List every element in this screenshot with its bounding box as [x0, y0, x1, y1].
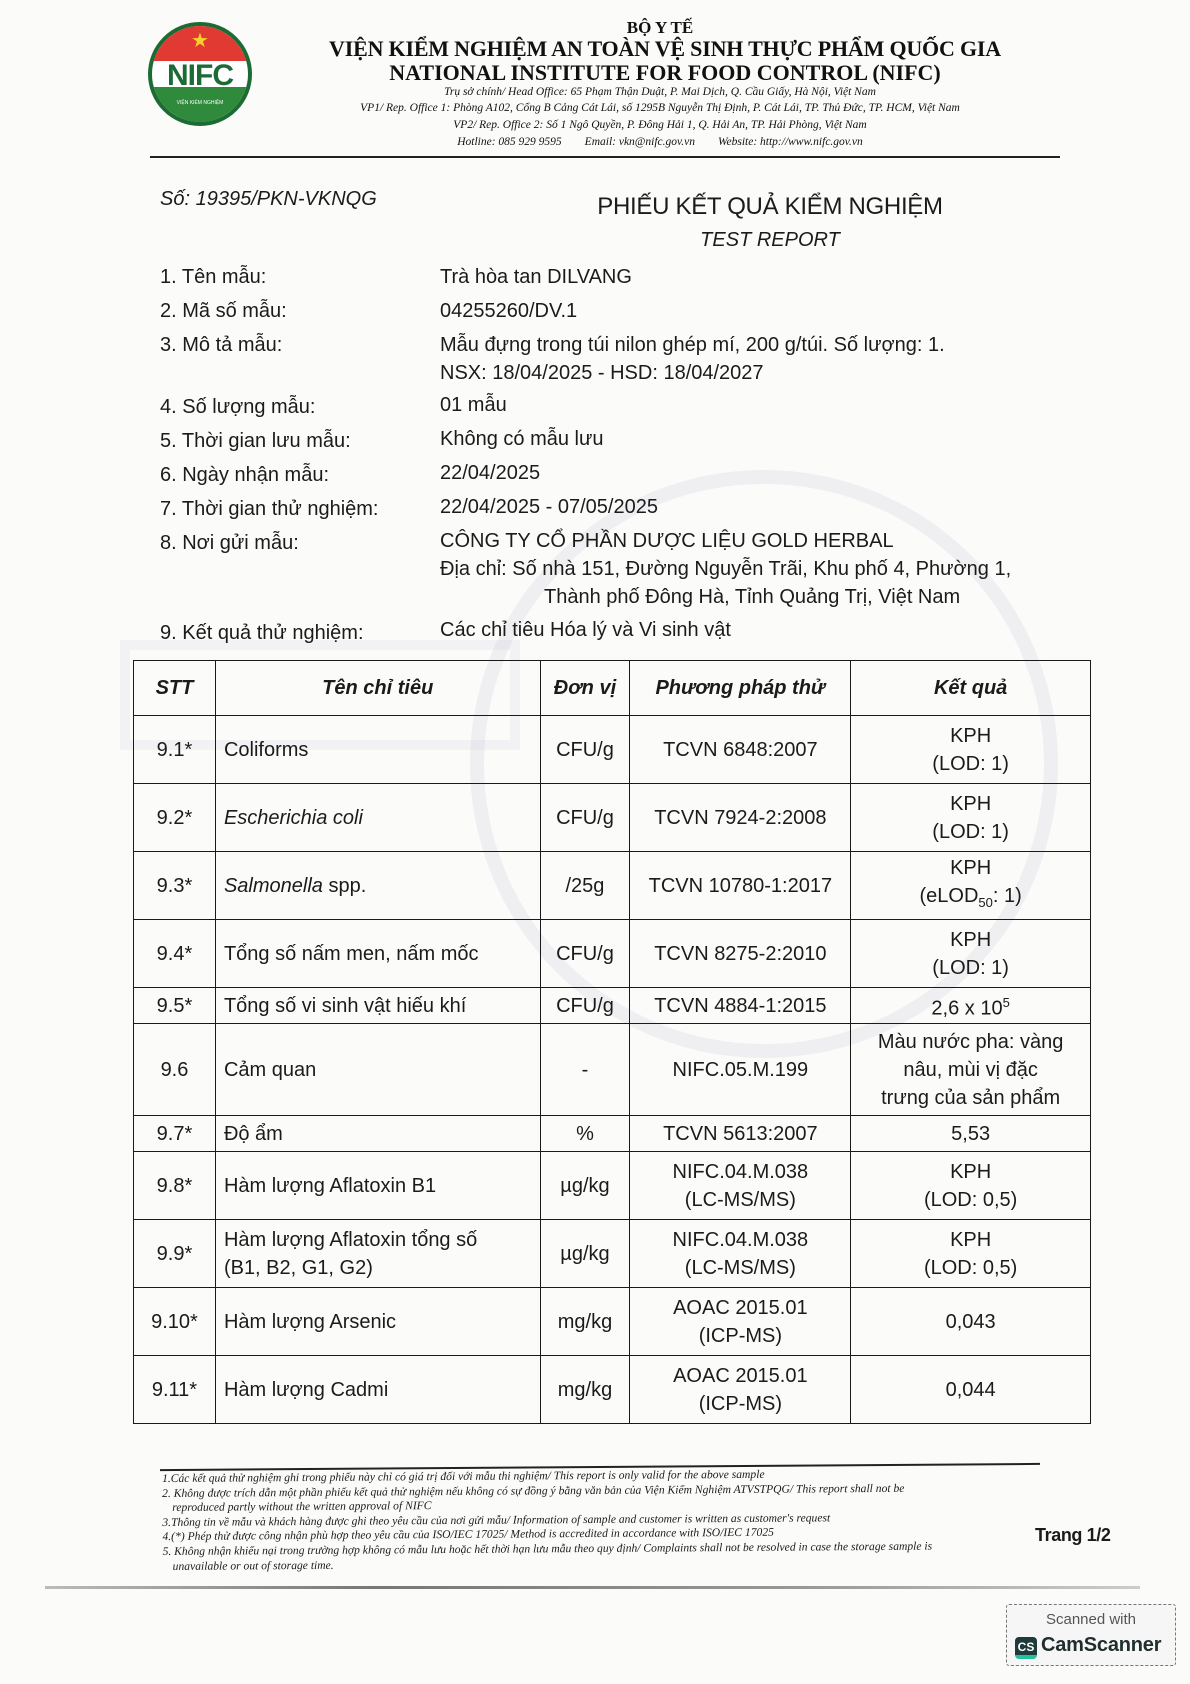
col-header-unit: Đơn vị — [540, 661, 630, 716]
result-line: trưng của sản phẩm — [881, 1086, 1061, 1109]
scan-edge-line — [45, 1586, 1140, 1589]
table-row — [134, 1116, 1091, 1152]
table-row — [134, 920, 1091, 988]
logo-subtext: VIỆN KIỂM NGHIỆM — [176, 100, 224, 106]
col-header-name: Tên chỉ tiêu — [215, 661, 540, 716]
col-header-method: Phương pháp thử — [630, 661, 851, 716]
field-label-retention: 5. Thời gian lưu mẫu: — [160, 430, 351, 452]
cell-result — [851, 1024, 1091, 1116]
field-value-quantity: 01 mẫu — [440, 394, 507, 416]
result-line: KPH — [950, 928, 992, 951]
field-value-results: Các chỉ tiêu Hóa lý và Vi sinh vật — [440, 619, 731, 641]
cell-unit: µg/kg — [540, 1220, 630, 1288]
star-icon: ★ — [191, 30, 209, 52]
cell-stt: 9.8* — [134, 1152, 216, 1220]
field-label-quantity: 4. Số lượng mẫu: — [160, 396, 316, 418]
cell-result — [851, 716, 1091, 784]
footer-note: 5. Không nhận khiếu nại trong trường hợp không có mẫu lưu hoặc hết thời hạn lưu mẫu theo quy định/ Complaints shall not be resolved in case the storage sample is — [162, 1539, 933, 1558]
cell-method — [630, 1220, 851, 1288]
cell-method: TCVN 5613:2007 — [630, 1116, 851, 1152]
cell-stt: 9.5* — [134, 988, 216, 1024]
table-row — [134, 1152, 1091, 1220]
cell-result — [851, 852, 1091, 920]
results-table — [133, 660, 1091, 1424]
cell-result: 0,044 — [851, 1356, 1091, 1424]
cell-unit: CFU/g — [540, 716, 630, 784]
cell-method: NIFC.05.M.199 — [630, 1024, 851, 1116]
method-line: AOAC 2015.01 — [673, 1296, 808, 1319]
method-line: AOAC 2015.01 — [673, 1364, 808, 1387]
nifc-logo — [148, 22, 252, 126]
field-value-sender-address-city: Thành phố Đông Hà, Tỉnh Quảng Trị, Việt Nam — [544, 586, 961, 608]
table-row — [134, 1288, 1091, 1356]
cell-name: Escherichia coli — [215, 784, 540, 852]
name-line: (B1, B2, G1, G2) — [223, 1256, 373, 1279]
field-label-sender: 8. Nơi gửi mẫu: — [160, 532, 299, 554]
cell-method — [630, 1356, 851, 1424]
cell-result: 5,53 — [851, 1116, 1091, 1152]
cell-unit: % — [540, 1116, 630, 1152]
contact-info: Hotline: 085 929 9595 Email: vkn@nifc.gov.vn Website: http://www.nifc.gov.vn — [457, 136, 863, 148]
cell-method: TCVN 7924-2:2008 — [630, 784, 851, 852]
field-value-sample-name: Trà hòa tan DILVANG — [440, 266, 632, 288]
cell-name — [215, 852, 540, 920]
field-label-sample-name: 1. Tên mẫu: — [160, 266, 267, 288]
result-lod: (LOD: 1) — [932, 820, 1009, 843]
cell-unit: /25g — [540, 852, 630, 920]
cell-method: TCVN 8275-2:2010 — [630, 920, 851, 988]
field-label-test-period: 7. Thời gian thử nghiệm: — [160, 498, 379, 520]
cell-method: TCVN 6848:2007 — [630, 716, 851, 784]
cell-stt: 9.4* — [134, 920, 216, 988]
cell-name: Tổng số vi sinh vật hiếu khí — [215, 988, 540, 1024]
rep-office-2-address: VP2/ Rep. Office 2: Số 1 Ngô Quyền, P. Đông Hải 1, Q. Hải An, TP. Hải Phòng, Việt Nam — [453, 119, 867, 131]
method-line: NIFC.04.M.038 — [672, 1160, 809, 1183]
header-divider — [150, 156, 1060, 158]
method-technique: (LC-MS/MS) — [684, 1256, 796, 1279]
logo-text: NIFC — [167, 59, 233, 92]
lod-suffix: : 1) — [992, 885, 1022, 907]
cell-result — [851, 920, 1091, 988]
cell-method: TCVN 4884-1:2015 — [630, 988, 851, 1024]
cell-stt: 9.3* — [134, 852, 216, 920]
result-lod: (LOD: 0,5) — [923, 1188, 1018, 1211]
institute-name-en: NATIONAL INSTITUTE FOR FOOD CONTROL (NIFC) — [389, 60, 941, 85]
cell-name: Cảm quan — [215, 1024, 540, 1116]
camscanner-brand: CamScanner — [1041, 1634, 1162, 1656]
result-lod: (LOD: 1) — [932, 752, 1009, 775]
page-number: Trang 1/2 — [1035, 1525, 1111, 1545]
field-value-description-dates: NSX: 18/04/2025 - HSD: 18/04/2027 — [440, 362, 764, 384]
table-row — [134, 716, 1091, 784]
lod-subscript: 50 — [978, 895, 993, 910]
cell-name: Hàm lượng Cadmi — [215, 1356, 540, 1424]
cell-name: Tổng số nấm men, nấm mốc — [215, 920, 540, 988]
cell-stt: 9.10* — [134, 1288, 216, 1356]
cell-stt: 9.2* — [134, 784, 216, 852]
table-row — [134, 852, 1091, 920]
cell-result — [851, 784, 1091, 852]
result-lod: (LOD: 1) — [932, 956, 1009, 979]
result-line: KPH — [950, 1228, 992, 1251]
cell-unit: CFU/g — [540, 988, 630, 1024]
institute-name-vn: VIỆN KIỂM NGHIỆM AN TOÀN VỆ SINH THỰC PHẨM QUỐC GIA — [329, 36, 1001, 61]
result-line: KPH — [950, 857, 992, 879]
cell-unit: µg/kg — [540, 1152, 630, 1220]
field-value-test-period: 22/04/2025 - 07/05/2025 — [440, 496, 658, 518]
field-value-description: Mẫu đựng trong túi nilon ghép mí, 200 g/túi. Số lượng: 1. — [440, 334, 945, 356]
footer-note: reproduced partly without the written approval of NIFC — [172, 1499, 432, 1515]
lod-prefix: (eLOD — [919, 885, 979, 907]
footer-notes — [162, 1466, 1043, 1574]
footer-note: unavailable or out of storage time. — [172, 1558, 334, 1573]
table-row — [134, 784, 1091, 852]
result-line: KPH — [950, 1160, 992, 1183]
field-value-sender: CÔNG TY CỔ PHẦN DƯỢC LIỆU GOLD HERBAL — [440, 530, 894, 552]
result-line: Màu nước pha: vàng — [877, 1030, 1064, 1053]
field-value-sender-address: Địa chỉ: Số nhà 151, Đường Nguyễn Trãi, Khu phố 4, Phường 1, — [440, 558, 1012, 580]
camscanner-watermark — [1006, 1604, 1176, 1666]
cell-name — [215, 1220, 540, 1288]
table-row — [134, 1024, 1091, 1116]
result-base: 2,6 x 10 — [931, 997, 1003, 1020]
footer-note: 4.(*) Phép thử được công nhận phù hợp theo yêu cầu của ISO/IEC 17025/ Method is accredited in accordance with ISO/IEC 17025 — [162, 1526, 774, 1544]
footer-note: 1.Các kết quả thử nghiệm ghi trong phiếu này chỉ có giá trị đối với mẫu thi nghiệm/ This report is only valid for the above sample — [162, 1467, 765, 1485]
result-exponent: 5 — [1002, 994, 1010, 1010]
head-office-address: Trụ sở chính/ Head Office: 65 Phạm Thận Duật, P. Mai Dịch, Q. Cầu Giấy, Hà Nội, Việt Nam — [444, 86, 876, 98]
footer-note: 3.Thông tin về mẫu và khách hàng được ghi theo yêu cầu của nơi gửi mẫu/ Information of sample and customer is written as customer's request — [162, 1511, 831, 1529]
name-italic-part: Salmonella — [223, 874, 323, 897]
cell-result — [851, 1152, 1091, 1220]
cell-name: Coliforms — [215, 716, 540, 784]
result-line: nâu, mùi vị đặc — [903, 1058, 1038, 1081]
result-line: KPH — [950, 724, 992, 747]
report-subtitle: TEST REPORT — [700, 229, 840, 251]
scanned-with-label: Scanned with — [1045, 1611, 1137, 1628]
name-line: Hàm lượng Aflatoxin tổng số — [223, 1228, 478, 1251]
cell-unit: CFU/g — [540, 784, 630, 852]
field-value-sample-code: 04255260/DV.1 — [440, 300, 578, 322]
cell-stt: 9.9* — [134, 1220, 216, 1288]
method-technique: (ICP-MS) — [698, 1392, 783, 1415]
cell-unit: CFU/g — [540, 920, 630, 988]
cell-unit: mg/kg — [540, 1356, 630, 1424]
table-row — [134, 1220, 1091, 1288]
col-header-result: Kết quả — [851, 661, 1091, 716]
cell-name: Độ ẩm — [215, 1116, 540, 1152]
ministry-name: BỘ Y TẾ — [626, 18, 694, 37]
cell-stt: 9.7* — [134, 1116, 216, 1152]
name-rest-part: spp. — [322, 874, 367, 897]
field-label-results: 9. Kết quả thử nghiệm: — [160, 622, 364, 644]
cell-stt: 9.1* — [134, 716, 216, 784]
result-lod: (LOD: 0,5) — [923, 1256, 1018, 1279]
cell-method: TCVN 10780-1:2017 — [630, 852, 851, 920]
cell-unit: mg/kg — [540, 1288, 630, 1356]
cell-result — [851, 988, 1091, 1024]
table-row — [134, 988, 1091, 1024]
method-line: NIFC.04.M.038 — [672, 1228, 809, 1251]
field-label-description: 3. Mô tả mẫu: — [160, 334, 283, 356]
cell-name: Hàm lượng Arsenic — [215, 1288, 540, 1356]
rep-office-1-address: VP1/ Rep. Office 1: Phòng A102, Cổng B Cảng Cát Lái, số 1295B Nguyễn Thị Định, P. Cát Lái, TP. Thủ Đức, TP. HCM, Việt Nam — [360, 102, 960, 114]
report-number: Số: 19395/PKN-VKNQG — [160, 188, 377, 210]
field-value-received-date: 22/04/2025 — [440, 462, 541, 484]
cell-name: Hàm lượng Aflatoxin B1 — [215, 1152, 540, 1220]
cell-stt: 9.6 — [134, 1024, 216, 1116]
cell-result — [851, 1220, 1091, 1288]
footer-note: 2. Không được trích dẫn một phần phiếu kết quả thử nghiệm nếu không có sự đồng ý bằng văn bản của Viện Kiểm Nghiệm ATVSTPQG/ This report shall not be — [162, 1481, 905, 1500]
cell-method — [630, 1152, 851, 1220]
cell-stt: 9.11* — [134, 1356, 216, 1424]
method-technique: (ICP-MS) — [698, 1324, 783, 1347]
field-value-retention: Không có mẫu lưu — [440, 428, 604, 450]
cell-result: 0,043 — [851, 1288, 1091, 1356]
field-label-received-date: 6. Ngày nhận mẫu: — [160, 464, 329, 486]
table-header-row — [134, 661, 1091, 716]
method-technique: (LC-MS/MS) — [684, 1188, 796, 1211]
camscanner-logo-icon: CS — [1015, 1637, 1037, 1659]
table-row — [134, 1356, 1091, 1424]
col-header-stt: STT — [134, 661, 216, 716]
report-title: PHIẾU KẾT QUẢ KIỂM NGHIỆM — [597, 193, 943, 220]
field-label-sample-code: 2. Mã số mẫu: — [160, 300, 287, 322]
cell-method — [630, 1288, 851, 1356]
result-line: KPH — [950, 792, 992, 815]
cell-unit: - — [540, 1024, 630, 1116]
result-lod — [855, 882, 1086, 917]
